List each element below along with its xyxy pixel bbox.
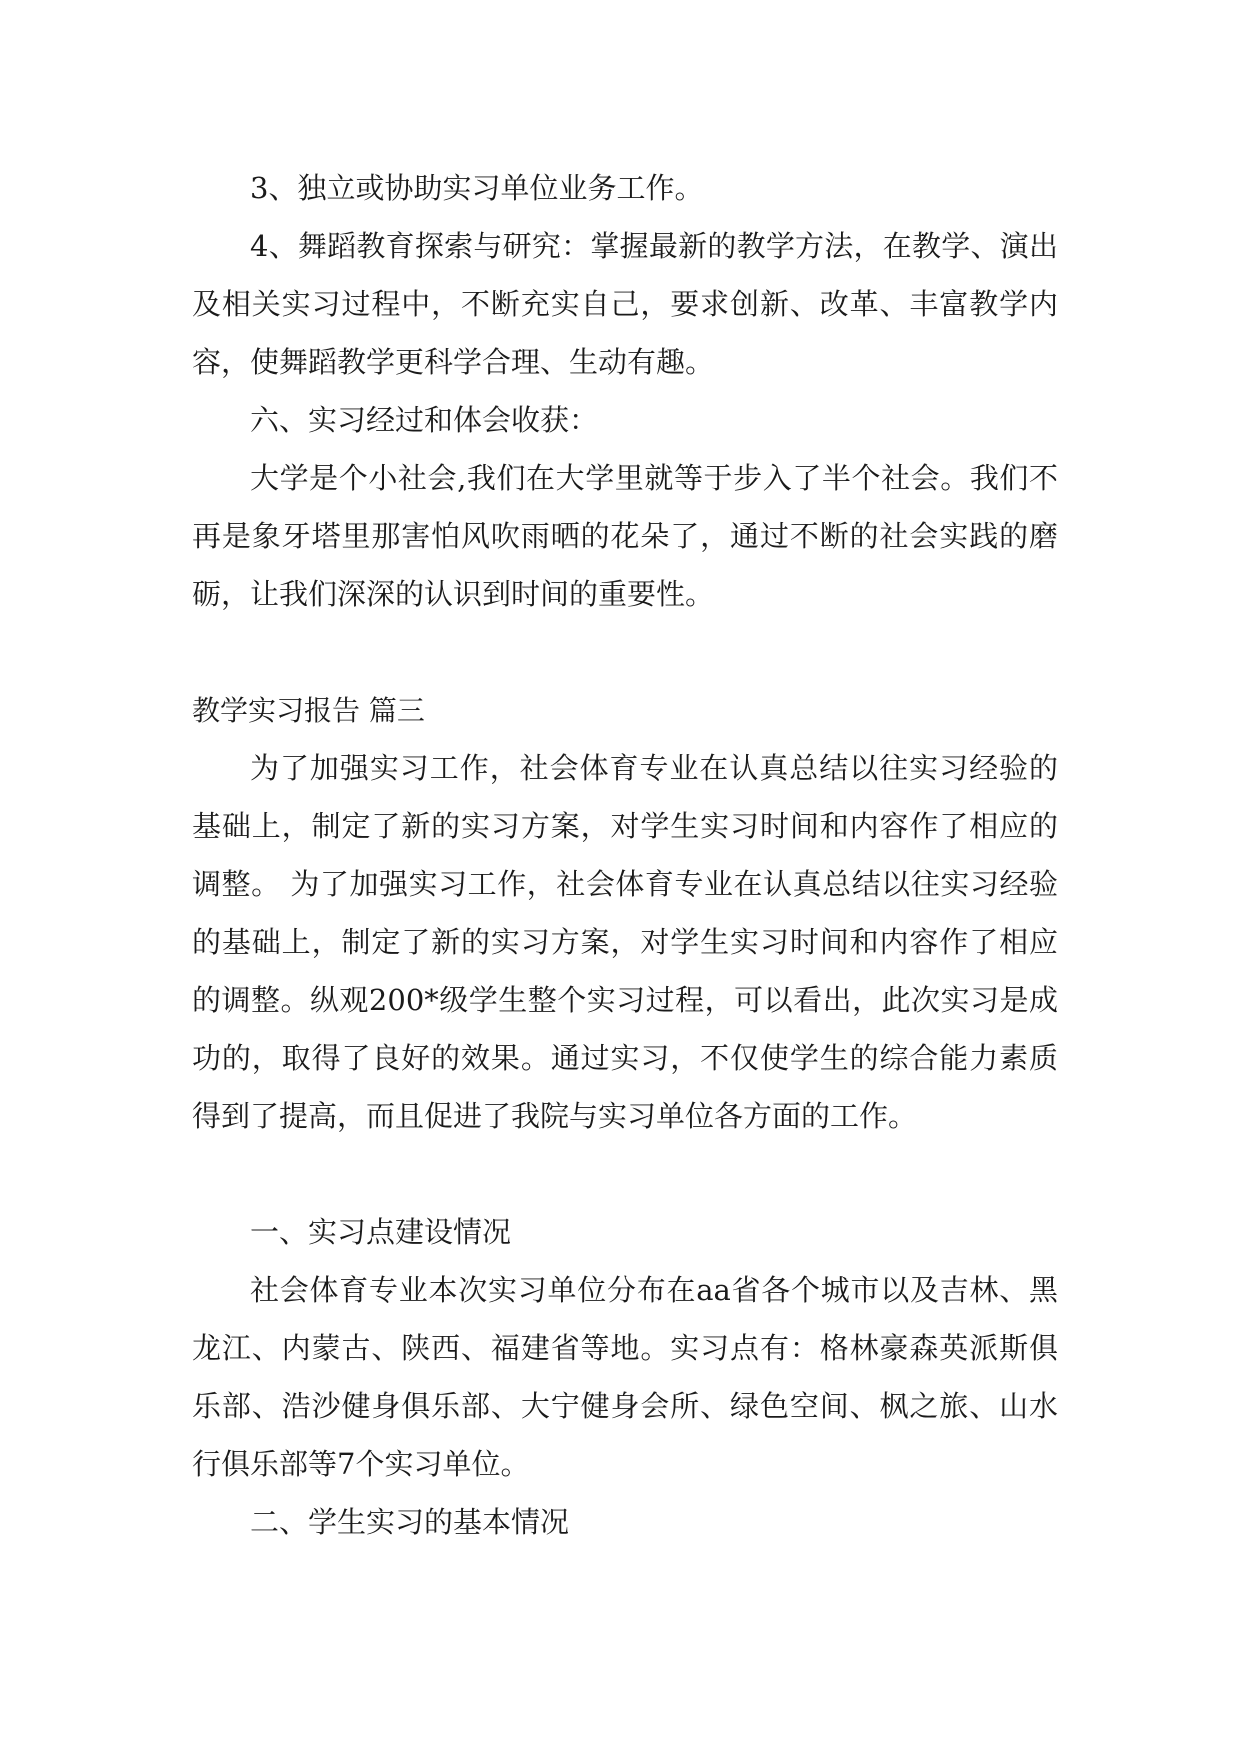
paragraph-intro: 为了加强实习工作，社会体育专业在认真总结以往实习经验的基础上，制定了新的实习方案，对学生实习时间和内容作了相应的调整。 为了加强实习工作，社会体育专业在认真总结以往实习经验的基础上，制定了新的实习方案，对学生实习时间和内容作了相应的调整。纵观200*级学生整个实习过程，可以看出，此次实习是成功的，取得了良好的效果。通过实习，不仅使学生的综合能力素质得到了提高，而且促进了我院与实习单位各方面的工作。 [192, 751, 1058, 1133]
paragraph-task-4: 4、舞蹈教育探索与研究：掌握最新的教学方法，在教学、演出及相关实习过程中，不断充实自己，要求创新、改革、丰富教学内容，使舞蹈教学更科学合理、生动有趣。 [192, 229, 1058, 379]
section-heading-two: 二、学生实习的基本情况 [250, 1505, 570, 1539]
section-title: 教学实习报告 篇三 [192, 694, 425, 727]
paragraph-university-society: 大学是个小社会,我们在大学里就等于步入了半个社会。我们不再是象牙塔里那害怕风吹雨晒的花朵了，通过不断的社会实践的磨砺，让我们深深的认识到时间的重要性。 [192, 461, 1058, 611]
paragraph-task-3: 3、独立或协助实习单位业务工作。 [250, 171, 704, 205]
paragraph-internship-sites: 社会体育专业本次实习单位分布在aa省各个城市以及吉林、黑龙江、内蒙古、陕西、福建省等地。实习点有：格林豪森英派斯俱乐部、浩沙健身俱乐部、大宁健身会所、绿色空间、枫之旅、山水行俱乐部等7个实习单位。 [192, 1273, 1058, 1481]
section-heading-one: 一、实习点建设情况 [250, 1215, 512, 1249]
section-heading-six: 六、实习经过和体会收获： [250, 403, 599, 437]
